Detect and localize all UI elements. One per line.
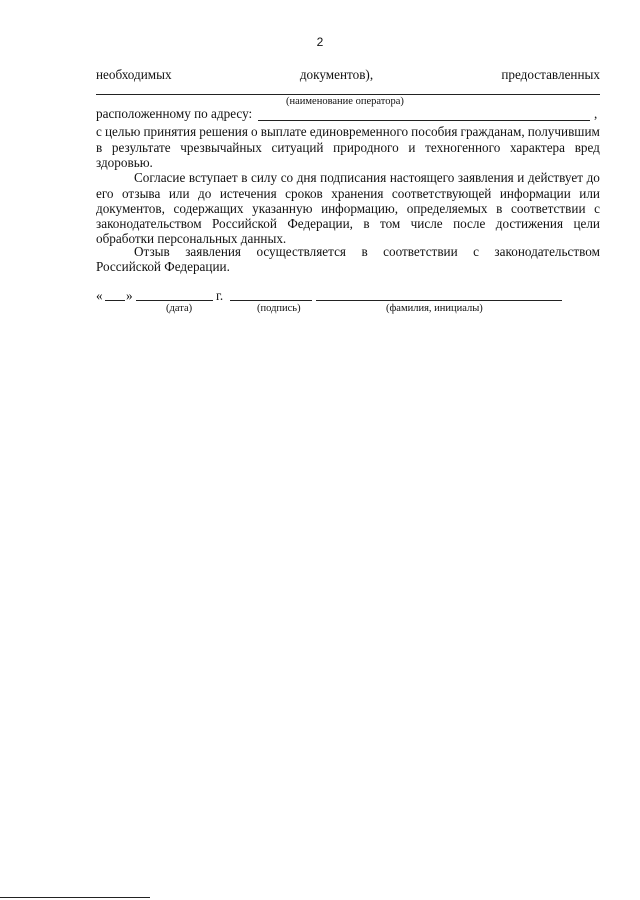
word: информации	[499, 186, 571, 201]
word: Российской	[211, 216, 277, 231]
word: отзыва	[122, 186, 161, 201]
word: в	[241, 170, 248, 185]
word: необходимых	[96, 67, 172, 82]
word: результате	[111, 140, 171, 155]
word: в	[96, 140, 103, 155]
paragraph-1-line-2	[96, 140, 600, 155]
word: в	[496, 201, 503, 216]
word: природного	[333, 140, 399, 155]
signature-line	[230, 300, 312, 301]
operator-caption: (наименование оператора)	[286, 96, 404, 107]
day-line	[105, 300, 125, 301]
paragraph-3-line-1	[134, 244, 600, 259]
word: в	[361, 244, 368, 259]
paragraph-2-line-4	[96, 216, 600, 231]
name-line	[316, 300, 562, 301]
word: единовременного	[309, 124, 409, 139]
word: выплате	[260, 124, 307, 139]
word: получившим	[527, 124, 600, 139]
word: законодательством	[494, 244, 600, 259]
date-caption: (дата)	[166, 303, 193, 314]
word: достижения	[495, 216, 564, 231]
word: и	[517, 170, 525, 185]
word: силу	[251, 170, 278, 185]
word: Отзыв	[134, 244, 170, 259]
word: характера	[509, 140, 566, 155]
word: или	[168, 186, 190, 201]
word: действует	[527, 170, 583, 185]
word: в	[363, 216, 370, 231]
word: осуществляется	[256, 244, 346, 259]
word: ситуаций	[271, 140, 324, 155]
word: сроков	[285, 186, 323, 201]
word: чрезвычайных	[180, 140, 262, 155]
word: решения	[199, 124, 248, 139]
word: соответствующей	[391, 186, 492, 201]
word: документов,	[96, 201, 165, 216]
page-number: 2	[316, 35, 324, 49]
word: после	[453, 216, 486, 231]
word: определяемых	[406, 201, 488, 216]
word: вступает	[188, 170, 238, 185]
word: информацию,	[321, 201, 399, 216]
paragraph-2-line-1	[134, 170, 600, 185]
word: содержащих	[173, 201, 244, 216]
word: законодательством	[96, 216, 202, 231]
word: Федерации,	[287, 216, 353, 231]
word: указанную	[252, 201, 313, 216]
top-line	[96, 67, 600, 82]
word: подписания	[320, 170, 387, 185]
word: дня	[296, 170, 317, 185]
paragraph-2-line-5: обработки персональных данных.	[96, 231, 287, 246]
word: или	[579, 186, 600, 201]
footnote-rule	[0, 897, 150, 898]
word: его	[96, 186, 114, 201]
word: заявления	[185, 244, 241, 259]
paragraph-3-line-2: Российской Федерации.	[96, 259, 230, 274]
address-line	[258, 120, 590, 121]
word: и	[408, 140, 416, 155]
close-quote: »	[126, 288, 133, 303]
word: числе	[410, 216, 443, 231]
word: принятия	[143, 124, 197, 139]
word: с	[473, 244, 479, 259]
word: документов),	[299, 67, 374, 82]
word: пособия	[411, 124, 458, 139]
word: со	[280, 170, 294, 185]
word: цели	[573, 216, 600, 231]
word: целью	[104, 124, 141, 139]
word: хранения	[331, 186, 384, 201]
word: соответствии	[511, 201, 586, 216]
word: настоящего	[389, 170, 455, 185]
word: с	[594, 201, 600, 216]
word: с	[96, 124, 102, 139]
paragraph-1-line-3: здоровью.	[96, 155, 153, 170]
word: вред	[574, 140, 600, 155]
word: соответствии	[383, 244, 458, 259]
address-label: расположенному по адресу:	[96, 106, 253, 121]
paragraph-1-line-1	[96, 124, 600, 139]
word: истечения	[219, 186, 277, 201]
address-comma: ,	[594, 106, 598, 121]
word: гражданам,	[460, 124, 525, 139]
word: о	[251, 124, 258, 139]
name-caption: (фамилия, инициалы)	[386, 303, 483, 314]
word: Согласие	[134, 170, 186, 185]
signature-caption: (подпись)	[257, 303, 301, 314]
word: предоставленных	[501, 67, 600, 82]
word: техногенного	[425, 140, 501, 155]
date-line	[136, 300, 213, 301]
word: до	[586, 170, 600, 185]
year-suffix: г.	[216, 288, 224, 303]
word: заявления	[457, 170, 514, 185]
operator-name-line	[96, 94, 600, 95]
open-quote: «	[96, 288, 103, 303]
word: том	[379, 216, 401, 231]
paragraph-2-line-3	[96, 201, 600, 216]
paragraph-2-line-2	[96, 186, 600, 201]
word: до	[198, 186, 212, 201]
